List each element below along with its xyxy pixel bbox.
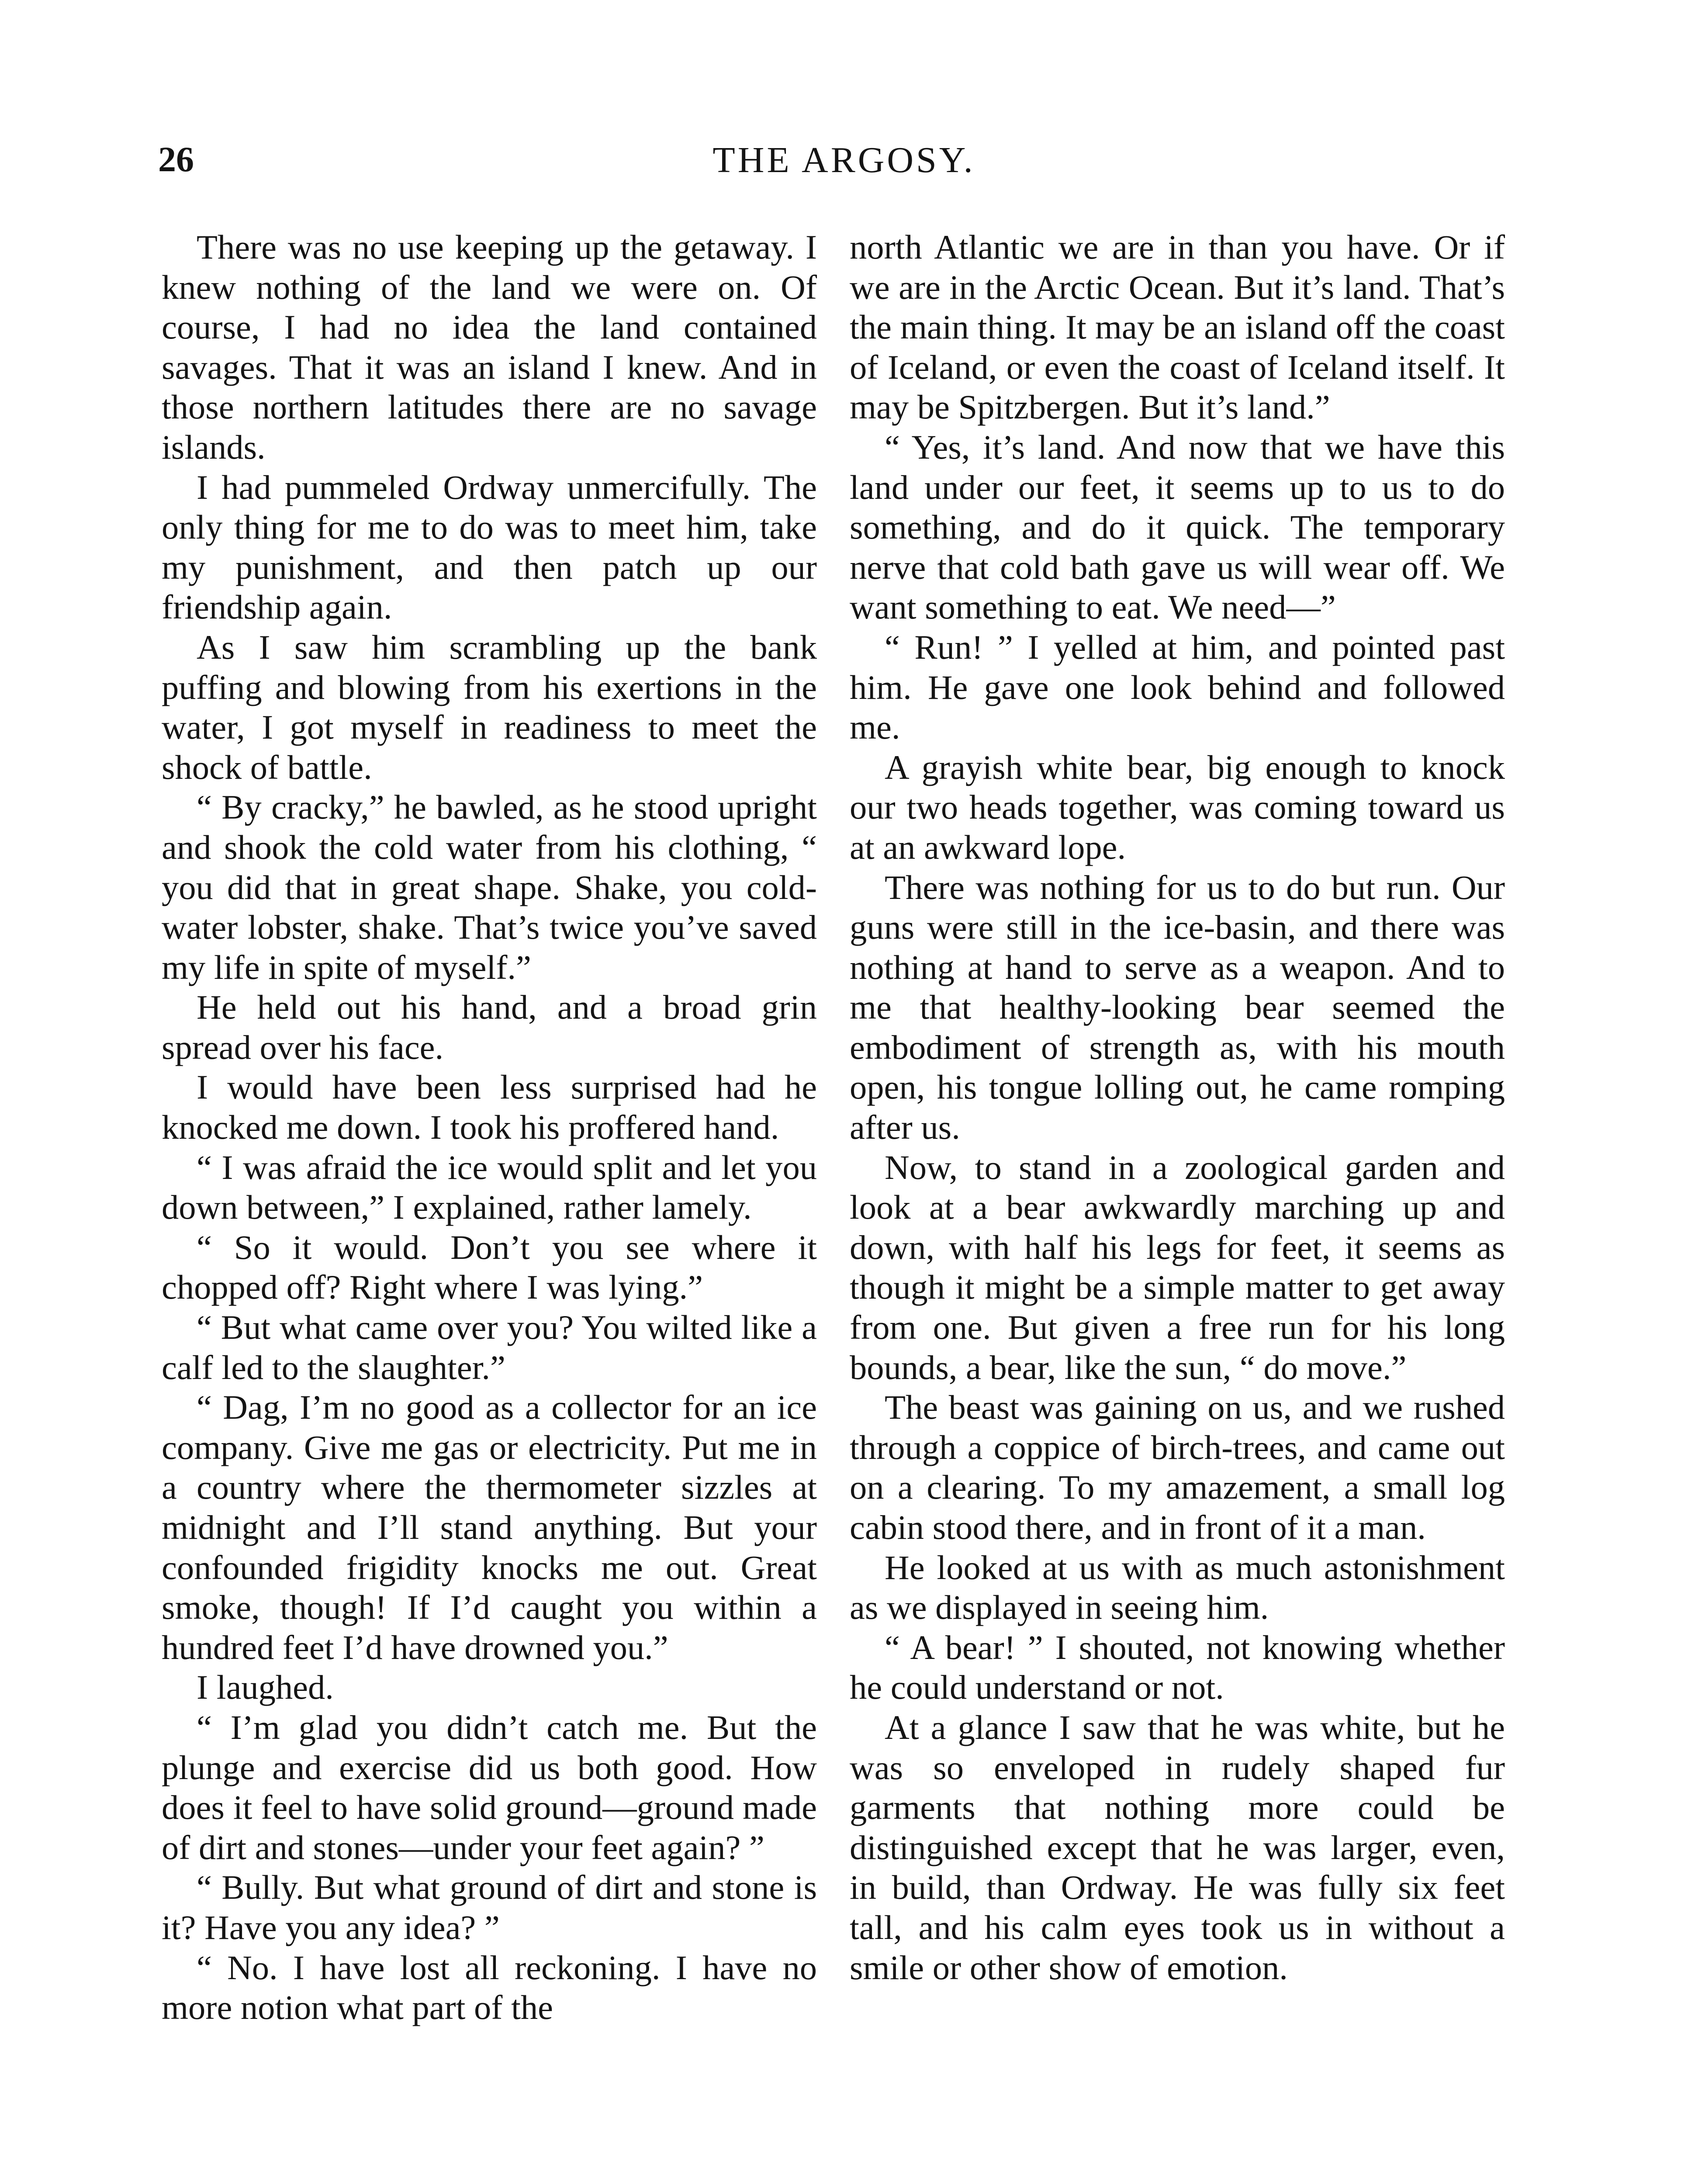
page-number: 26 — [158, 139, 194, 179]
paragraph: He held out his hand, and a broad grin spread over his face. — [162, 988, 817, 1066]
paragraph: A grayish white bear, big enough to knock our two heads together, was coming toward us at an awkward lope. — [850, 748, 1505, 866]
paragraph: “ But what came over you? You wilted like a calf led to the slaughter.” — [162, 1308, 817, 1386]
right-column — [850, 227, 1505, 1987]
paragraph: “ I’m glad you didn’t catch me. But the plunge and exercise did us both good. How does it feel to have solid ground—ground made of dirt and stones—under your feet again? ” — [162, 1708, 817, 1866]
paragraph: “ I was afraid the ice would split and let you down between,” I explained, rather lamely. — [162, 1148, 817, 1227]
paragraph: Now, to stand in a zoological garden and look at a bear awkwardly marching up and down, with half his legs for feet, it seems as though it might be a simple matter to get away from one. But given a free run for his long bounds, a bear, like the sun, “ do move.” — [850, 1148, 1505, 1386]
paragraph: “ Dag, I’m no good as a collector for an ice company. Give me gas or electricity. Put me in a country where the thermometer sizzles at midnight and I’ll stand anything. But your confounded frigidity knocks me out. Great smoke, though! If I’d caught you within a hundred feet I’d have drowned you.” — [162, 1388, 817, 1666]
left-column — [162, 227, 817, 2028]
paragraph: “ A bear! ” I shouted, not knowing whether he could understand or not. — [850, 1628, 1505, 1707]
paragraph: There was no use keeping up the getaway. I knew nothing of the land we were on. Of course, I had no idea the land contained savages. That it was an island I knew. And in those northern latitudes there are no savage islands. — [162, 228, 817, 466]
paragraph: “ By cracky,” he bawled, as he stood upright and shook the cold water from his clothing, “ you did that in great shape. Shake, you cold-water lobster, shake. That’s twice you’ve saved my life in spite of myself.” — [162, 788, 817, 986]
paragraph: “ Yes, it’s land. And now that we have this land under our feet, it seems up to us to do something, and do it quick. The temporary nerve that cold bath gave us will wear off. We want something to eat. We need—” — [850, 428, 1505, 626]
paragraph: “ Run! ” I yelled at him, and pointed past him. He gave one look behind and followed me. — [850, 628, 1505, 746]
paragraph: He looked at us with as much astonishment as we displayed in seeing him. — [850, 1548, 1505, 1627]
paragraph: The beast was gaining on us, and we rushed through a coppice of birch-trees, and came out on a clearing. To my amazement, a small log cabin stood there, and in front of it a man. — [850, 1388, 1505, 1546]
paragraph: I had pummeled Ordway unmercifully. The only thing for me to do was to meet him, take my punishment, and then patch up our friendship again. — [162, 468, 817, 626]
paragraph: north Atlantic we are in than you have. Or if we are in the Arctic Ocean. But it’s land. That’s the main thing. It may be an island off the coast of Iceland, or even the coast of Iceland itself. It may be Spitzbergen. But it’s land.” — [850, 228, 1505, 426]
paragraph: At a glance I saw that he was white, but he was so enveloped in rudely shaped fur garments that nothing more could be distinguished except that he was larger, even, in build, than Ordway. He was fully six feet tall, and his calm eyes took us in without a smile or other show of emotion. — [850, 1708, 1505, 1987]
paragraph: I laughed. — [197, 1668, 334, 1707]
paragraph: As I saw him scrambling up the bank puffing and blowing from his exertions in the water, I got myself in readiness to meet the shock of battle. — [162, 628, 817, 786]
running-title: THE ARGOSY. — [713, 140, 975, 180]
paragraph: “ No. I have lost all reckoning. I have no more notion what part of the — [162, 1948, 817, 2027]
paragraph: “ So it would. Don’t you see where it chopped off? Right where I was lying.” — [162, 1228, 817, 1306]
paragraph: “ Bully. But what ground of dirt and stone is it? Have you any idea? ” — [162, 1868, 817, 1946]
paragraph: There was nothing for us to do but run. Our guns were still in the ice-basin, and there was nothing at hand to serve as a weapon. And to me that healthy-looking bear seemed the embodiment of strength as, with his mouth open, his tongue lolling out, he came romping after us. — [850, 868, 1505, 1147]
paragraph: I would have been less surprised had he knocked me down. I took his proffered hand. — [162, 1068, 817, 1147]
